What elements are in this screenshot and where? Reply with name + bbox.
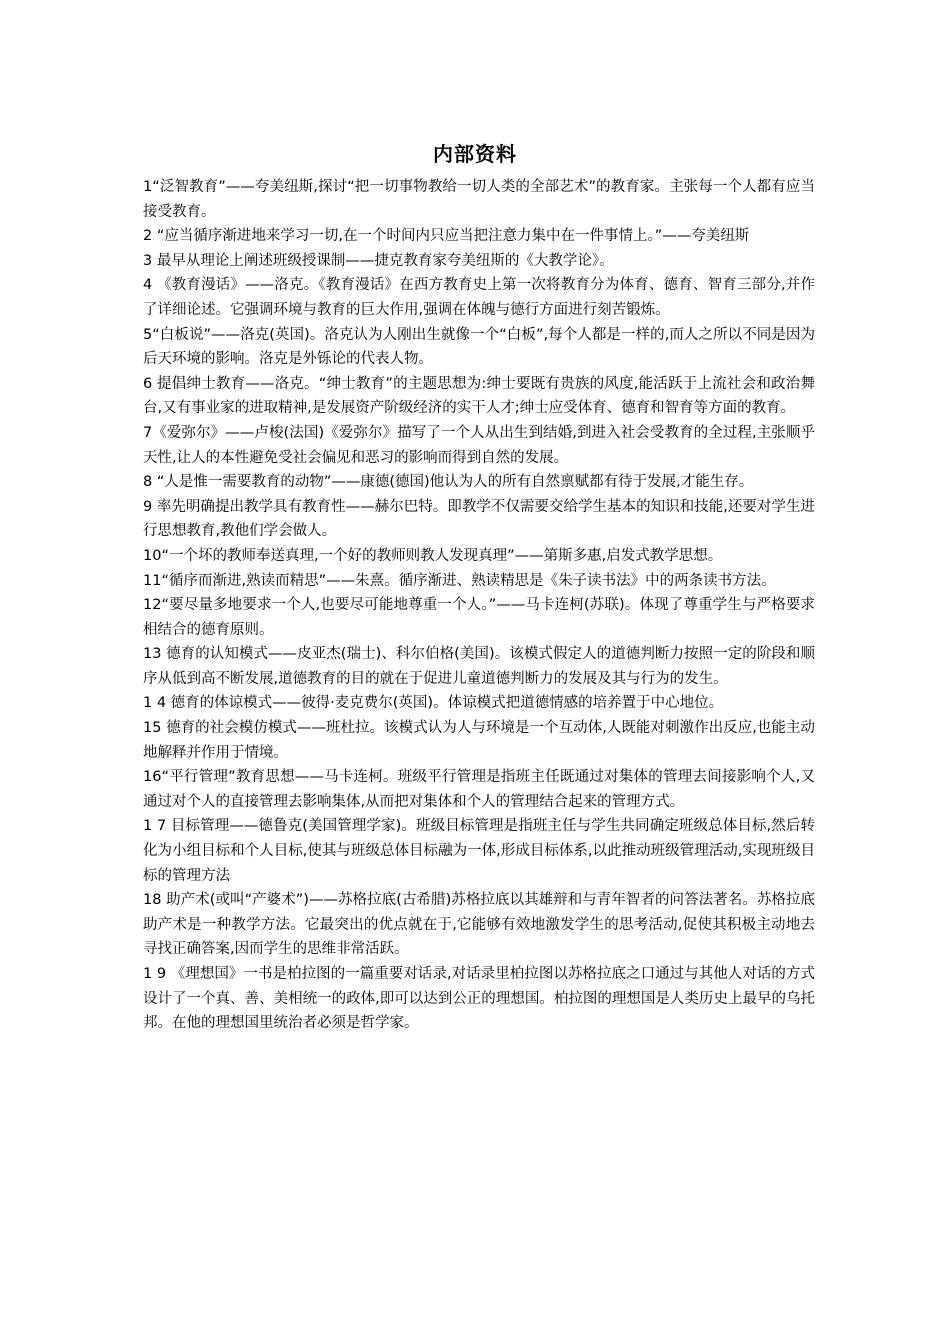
paragraph-4: 4 《教育漫话》——洛克。《教育漫话》在西方教育史上第一次将教育分为体育、德育、智育三部分,并作了详细论述。它强调环境与教育的巨大作用,强调在体魄与德行方面进行刻苦锻炼。 — [143, 277, 815, 318]
paragraph-5: 5“白板说”——洛克(英国)。洛克认为人刚出生就像一个“白板”,每个人都是一样的,而人之所以不同是因为后天环境的影响。洛克是外铄论的代表人物。 — [143, 326, 815, 368]
paragraph-16: 16“平行管理”教育思想——马卡连柯。班级平行管理是指班主任既通过对集体的管理去间接影响个人,又通过对个人的直接管理去影响集体,从而把对集体和个人的管理结合起来的管理方式。 — [143, 769, 815, 810]
paragraph-17: 1 7 目标管理——德鲁克(美国管理学家)。班级目标管理是指班主任与学生共同确定班级总体目标,然后转化为小组目标和个人目标,使其与班级总体目标融为一体,形成目标体系,以此推动班级管理活动,实现班级目标的管理方法 — [143, 818, 815, 884]
paragraph-1: 1“泛智教育”——夸美纽斯,探讨“把一切事物教给一切人类的全部艺术”的教育家。主张每一个人都有应当接受教育。 — [143, 179, 815, 220]
paragraph-10: 10“一个坏的教师奉送真理,一个好的教师则教人发现真理”——第斯多惠,启发式教学思想。 — [143, 547, 723, 564]
paragraph-18: 18 助产术(或叫“产婆术”)——苏格拉底(古希腊)苏格拉底以其雄辩和与青年智者的问答法著名。苏格拉底助产术是一种教学方法。它最突出的优点就在于,它能够有效地激发学生的思考活动,促使其积极主动地去寻找正确答案,因而学生的思维非常活跃。 — [143, 892, 815, 958]
document-body — [143, 175, 815, 1036]
paragraph-11: 11“循序而渐进,熟读而精思”——朱熹。循序渐进、熟读精思是《朱子读书法》中的两条读书方法。 — [143, 572, 776, 589]
paragraph-3: 3 最早从理论上阐述班级授课制——捷克教育家夸美纽斯的《大教学论》。 — [143, 252, 614, 269]
paragraph-8: 8 “人是惟一需要教育的动物”——康德(德国)他认为人的所有自然禀赋都有待于发展,才能生存。 — [143, 474, 754, 491]
paragraph-14: 1 4 德育的体谅模式——彼得·麦克费尔(英国)。体谅模式把道德情感的培养置于中心地位。 — [143, 695, 724, 712]
page-title: 内部资料 — [433, 142, 517, 166]
paragraph-7: 7《爱弥尔》——卢梭(法国)《爱弥尔》描写了一个人从出生到结婚,到进入社会受教育的全过程,主张顺乎天性,让人的本性避免受社会偏见和恶习的影响而得到自然的发展。 — [143, 424, 815, 466]
paragraph-19: 1 9 《理想国》一书是柏拉图的一篇重要对话录,对话录里柏拉图以苏格拉底之口通过与其他人对话的方式设计了一个真、善、美相统一的政体,即可以达到公正的理想国。柏拉图的理想国是人类历史上最早的乌托邦。在他的理想国里统治者必须是哲学家。 — [143, 966, 815, 1032]
paragraph-15: 15 德育的社会模仿模式——班杜拉。该模式认为人与环境是一个互动体,人既能对刺激作出反应,也能主动地解释并作用于情境。 — [143, 720, 815, 761]
paragraph-12: 12“要尽量多地要求一个人,也要尽可能地尊重一个人。”——马卡连柯(苏联)。体现了尊重学生与严格要求相结合的德育原则。 — [143, 597, 815, 638]
paragraph-13: 13 德育的认知模式——皮亚杰(瑞士)、科尔伯格(美国)。该模式假定人的道德判断力按照一定的阶段和顺序从低到高不断发展,道德教育的目的就在于促进儿童道德判断力的发展及其与行为的发生。 — [143, 646, 815, 687]
paragraph-6: 6 提倡绅士教育——洛克。“绅士教育”的主题思想为:绅士要既有贵族的风度,能活跃于上流社会和政治舞台,又有事业家的进取精神,是发展资产阶级经济的实干人才;绅士应受体育、德育和智育等方面的教育。 — [143, 375, 815, 417]
paragraph-9: 9 率先明确提出教学具有教育性——赫尔巴特。即教学不仅需要交给学生基本的知识和技能,还要对学生进行思想教育,教他们学会做人。 — [143, 498, 815, 540]
paragraph-2: 2 “应当循序渐进地来学习一切,在一个时间内只应当把注意力集中在一件事情上。”——夸美纽斯 — [143, 228, 750, 245]
